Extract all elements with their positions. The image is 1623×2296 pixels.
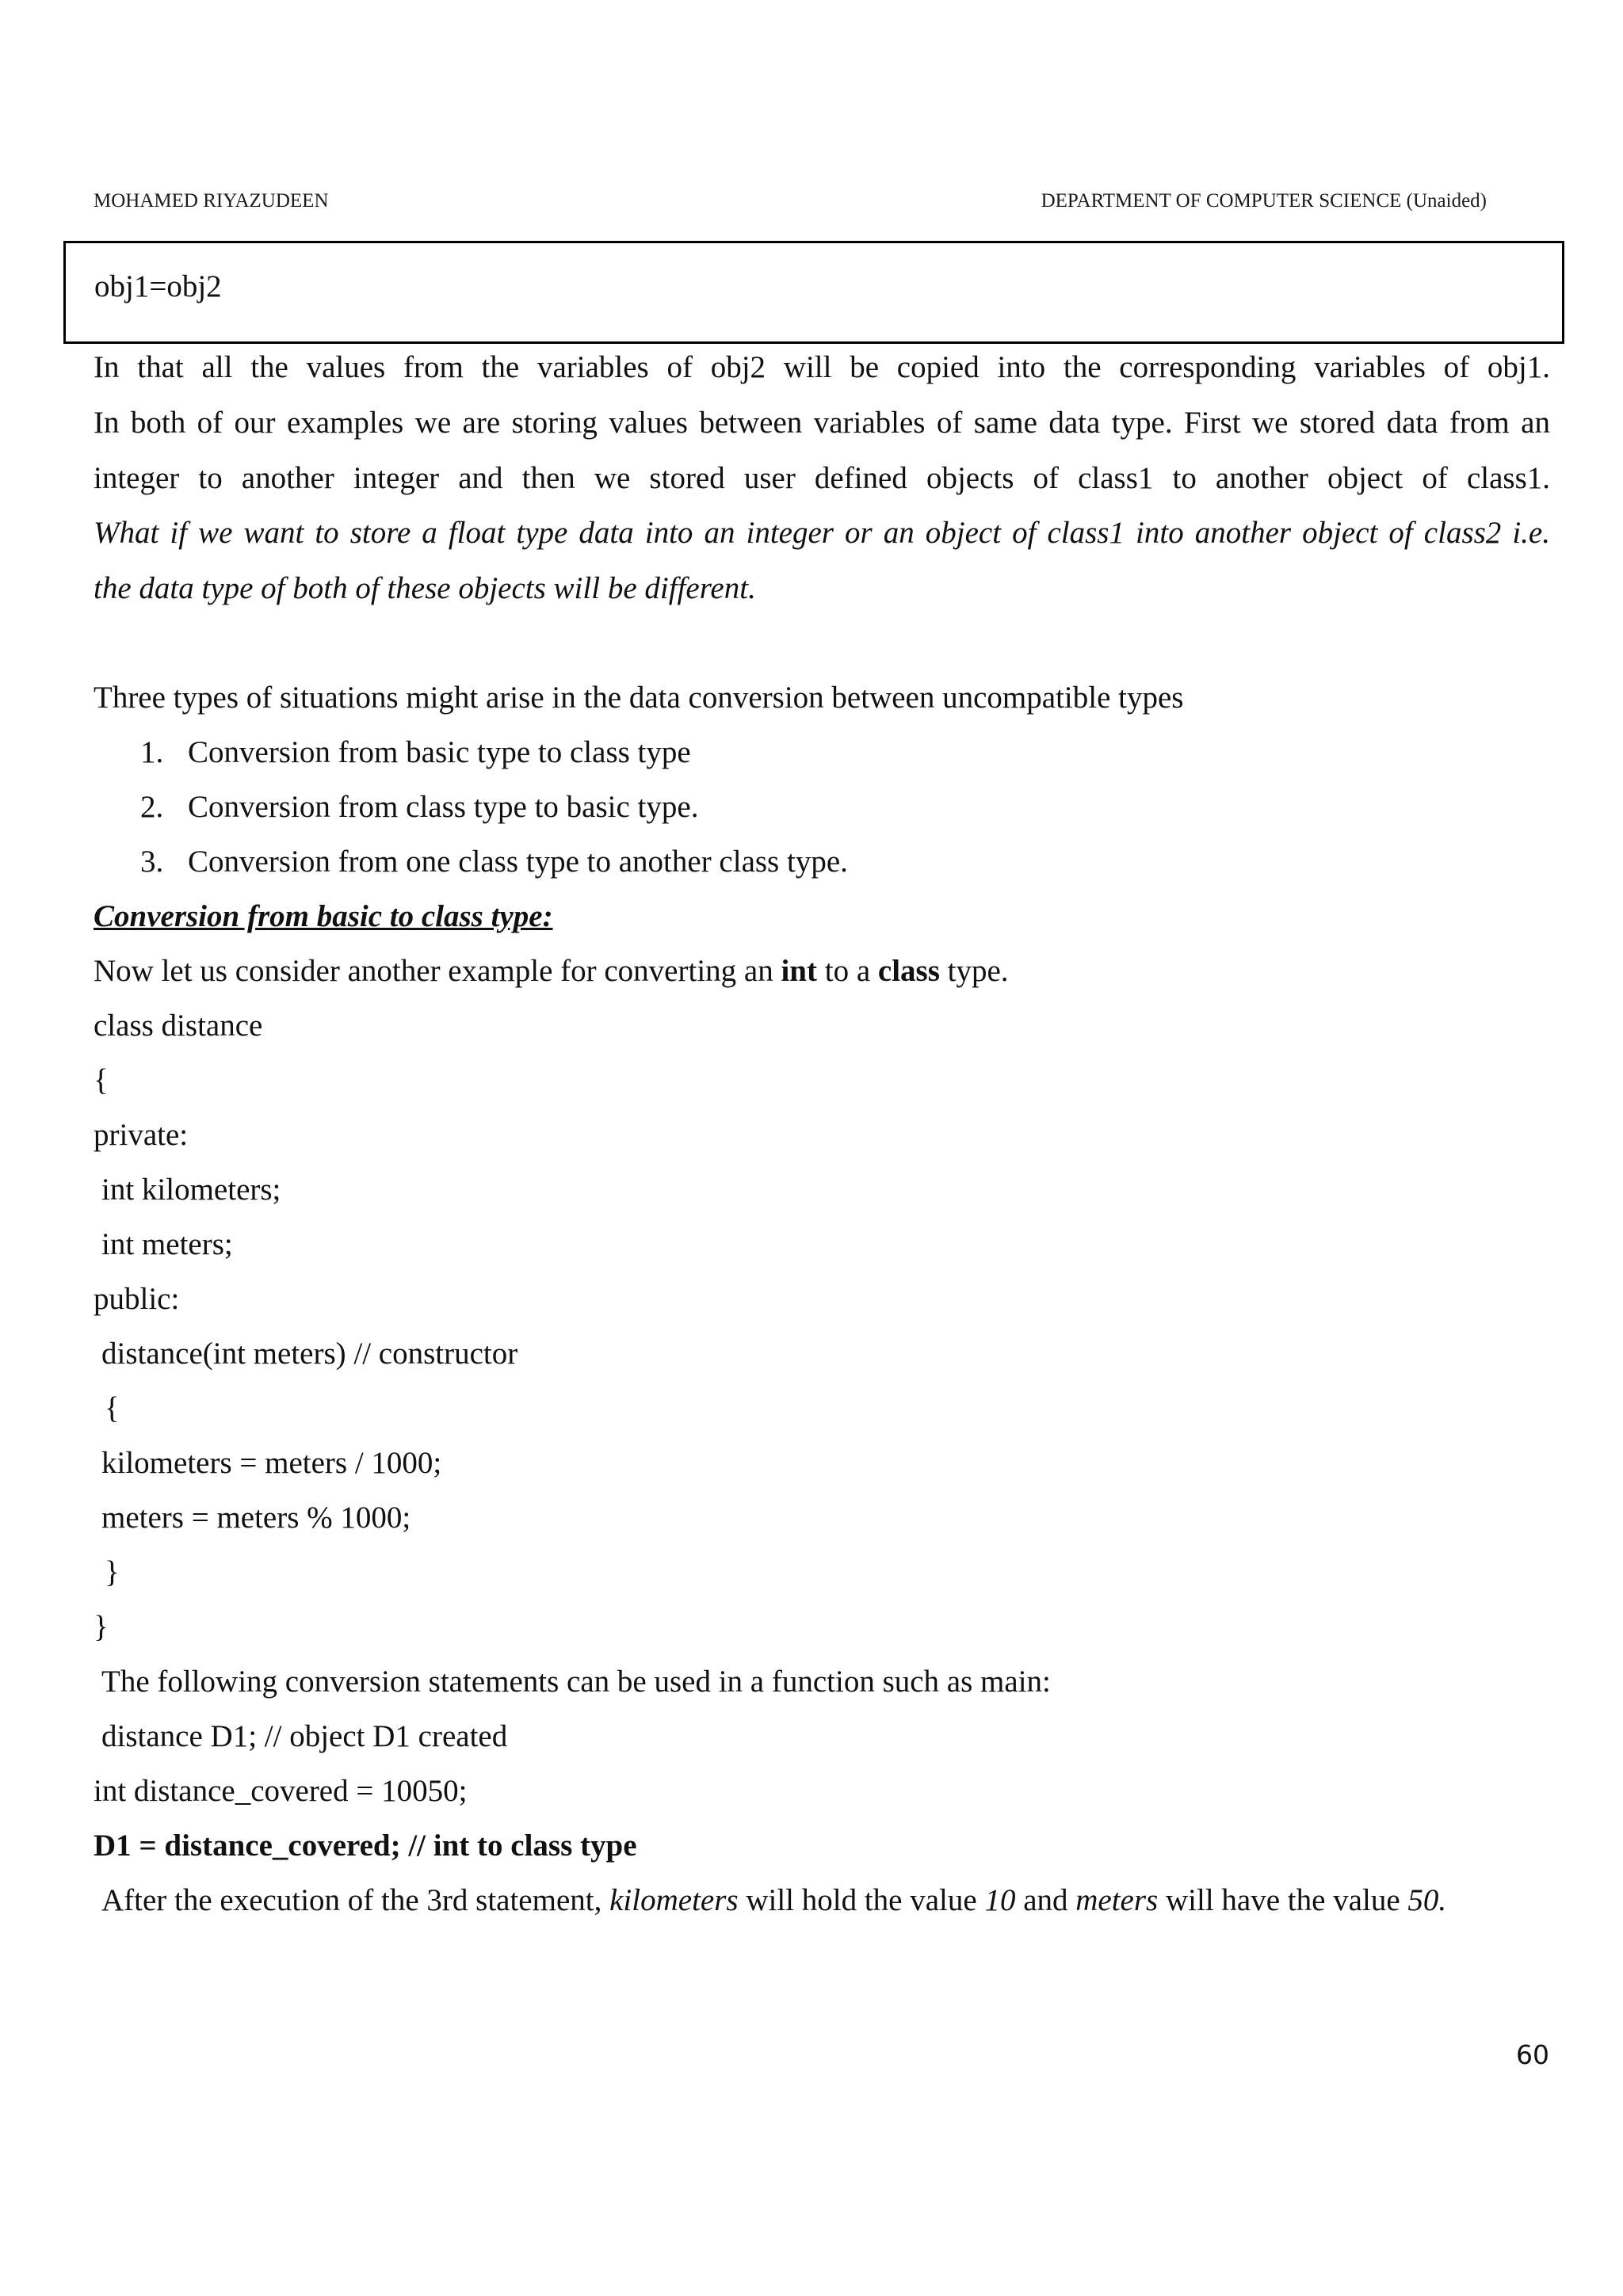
- code-line-3: private:: [94, 1118, 189, 1152]
- header-department: DEPARTMENT OF COMPUTER SCIENCE (Unaided): [1041, 190, 1487, 212]
- code-line-10: meters = meters % 1000;: [101, 1501, 411, 1535]
- final-line-value-50: 50.: [1407, 1883, 1447, 1917]
- page-number: 60: [1516, 2039, 1549, 2070]
- list-item-1: Conversion from basic type to class type: [188, 735, 691, 769]
- para1-line-1: In that all the values from the variables of obj2 will be copied into the corresponding variables of obj1.: [94, 350, 1550, 384]
- list-item-2: Conversion from class type to basic type.: [188, 790, 699, 824]
- final-line-pre: After the execution of the 3rd statement,: [101, 1883, 610, 1917]
- list-number-3: 3.: [140, 845, 164, 879]
- example-intro-mid: to a: [816, 954, 878, 988]
- final-line: [101, 1885, 1446, 1916]
- after-code-line-2: distance D1; // object D1 created: [101, 1719, 508, 1753]
- example-intro-pre: Now let us consider another example for converting an: [94, 954, 781, 988]
- final-line-kilometers: kilometers: [609, 1883, 739, 1917]
- code-line-12: }: [94, 1610, 109, 1644]
- final-line-mid3: will have the value: [1158, 1883, 1408, 1917]
- list-number-2: 2.: [140, 790, 164, 824]
- example-intro-int: int: [781, 954, 817, 988]
- header-author: MOHAMED RIYAZUDEEN: [94, 190, 329, 212]
- section-heading: Conversion from basic to class type:: [94, 899, 553, 933]
- para1-italic-line-2: the data type of both of these objects will be different.: [94, 571, 756, 605]
- code-line-4: int kilometers;: [101, 1173, 281, 1207]
- para1-italic-line-1: What if we want to store a float type data into an integer or an object of class1 into another object of class2 i.e.: [94, 516, 1550, 550]
- after-code-line-3: int distance_covered = 10050;: [94, 1774, 468, 1808]
- para1-line-3: integer to another integer and then we stored user defined objects of class1 to another object of class1.: [94, 461, 1550, 495]
- final-line-mid1: will hold the value: [738, 1883, 985, 1917]
- code-line-11: }: [105, 1555, 120, 1589]
- final-line-value-10: 10: [984, 1883, 1016, 1917]
- after-code-line-1: The following conversion statements can be used in a function such as main:: [101, 1665, 1051, 1699]
- example-intro-post: type.: [939, 954, 1009, 988]
- final-line-meters: meters: [1075, 1883, 1159, 1917]
- code-line-2: {: [94, 1063, 109, 1097]
- list-item-3: Conversion from one class type to another class type.: [188, 845, 848, 879]
- example-intro-class: class: [877, 954, 940, 988]
- situations-intro: Three types of situations might arise in the data conversion between uncompatible types: [94, 681, 1184, 715]
- code-line-6: public:: [94, 1282, 180, 1316]
- code-box: [63, 241, 1564, 344]
- code-line-7: distance(int meters) // constructor: [101, 1337, 518, 1371]
- example-intro: [94, 955, 1009, 986]
- after-code-line-4: D1 = distance_covered; // int to class type: [94, 1829, 637, 1863]
- code-line-1: class distance: [94, 1009, 263, 1043]
- code-line-5: int meters;: [101, 1227, 233, 1261]
- para1-line-2: In both of our examples we are storing values between variables of same data type. First we stored data from an: [94, 406, 1550, 440]
- code-box-text: obj1=obj2: [94, 269, 222, 303]
- list-number-1: 1.: [140, 735, 164, 769]
- code-line-8: {: [105, 1391, 120, 1425]
- final-line-mid2: and: [1015, 1883, 1076, 1917]
- code-line-9: kilometers = meters / 1000;: [101, 1446, 442, 1480]
